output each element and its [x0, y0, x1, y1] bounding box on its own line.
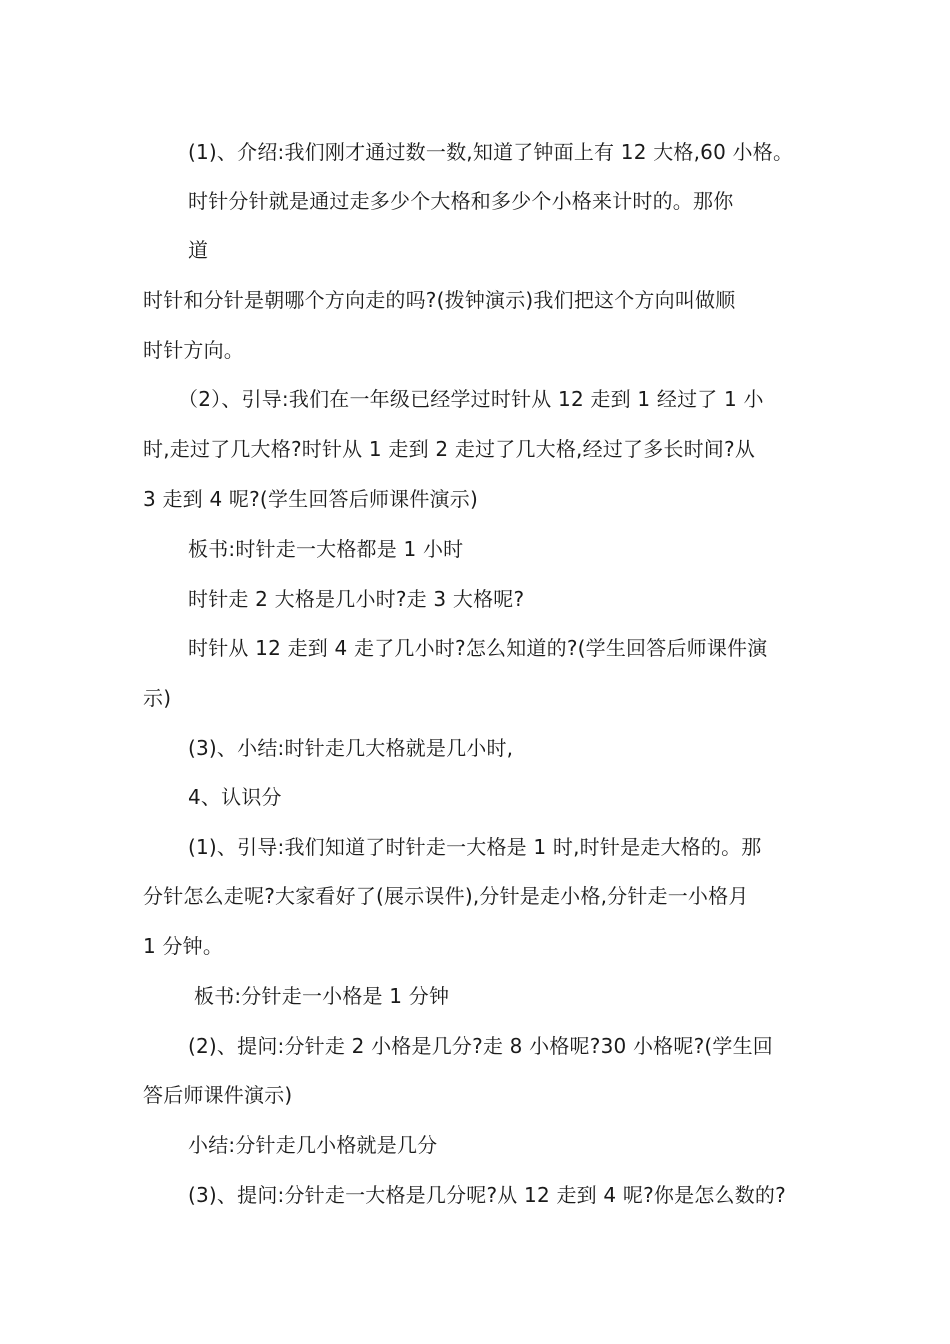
paragraph-line: 板书:时针走一大格都是 1 小时 [188, 537, 464, 561]
paragraph-line: 答后师课件演示) [143, 1083, 293, 1107]
paragraph-line: 时针从 12 走到 4 走了几小时?怎么知道的?(学生回答后师课件演 [188, 636, 768, 660]
paragraph-line: 板书:分针走一小格是 1 分钟 [194, 984, 450, 1008]
paragraph-line: 时针分针就是通过走多少个大格和多少个小格来计时的。那你 [188, 189, 734, 213]
paragraph-line: 时针走 2 大格是几小时?走 3 大格呢? [188, 587, 525, 611]
section-heading: 4、认识分 [188, 785, 282, 809]
paragraph-line: 时,走过了几大格?时针从 1 走到 2 走过了几大格,经过了多长时间?从 [143, 437, 756, 461]
paragraph-line: 示) [143, 686, 172, 710]
paragraph-line: 时针和分针是朝哪个方向走的吗?(拨钟演示)我们把这个方向叫做顺 [143, 288, 736, 312]
paragraph-line: 3 走到 4 呢?(学生回答后师课件演示) [143, 487, 478, 511]
paragraph-line: (3)、小结:时针走几大格就是几小时, [188, 736, 514, 760]
paragraph-line: 小结:分针走几小格就是几分 [188, 1133, 438, 1157]
paragraph-line: (1)、介绍:我们刚才通过数一数,知道了钟面上有 12 大格,60 小格。 [188, 140, 794, 164]
paragraph-line: (2)、提问:分针走 2 小格是几分?走 8 小格呢?30 小格呢?(学生回 [188, 1034, 774, 1058]
paragraph-line: 1 分钟。 [143, 934, 224, 958]
paragraph-line: 道 [188, 238, 209, 262]
paragraph-line: （2）、引导:我们在一年级已经学过时针从 12 走到 1 经过了 1 小 [178, 387, 764, 411]
paragraph-line: (1)、引导:我们知道了时针走一大格是 1 时,时针是走大格的。那 [188, 835, 762, 859]
paragraph-line: (3)、提问:分针走一大格是几分呢?从 12 走到 4 呢?你是怎么数的? [188, 1183, 786, 1207]
paragraph-line: 分针怎么走呢?大家看好了(展示误件),分针是走小格,分针走一小格月 [143, 884, 749, 908]
paragraph-line: 时针方向。 [143, 338, 244, 362]
